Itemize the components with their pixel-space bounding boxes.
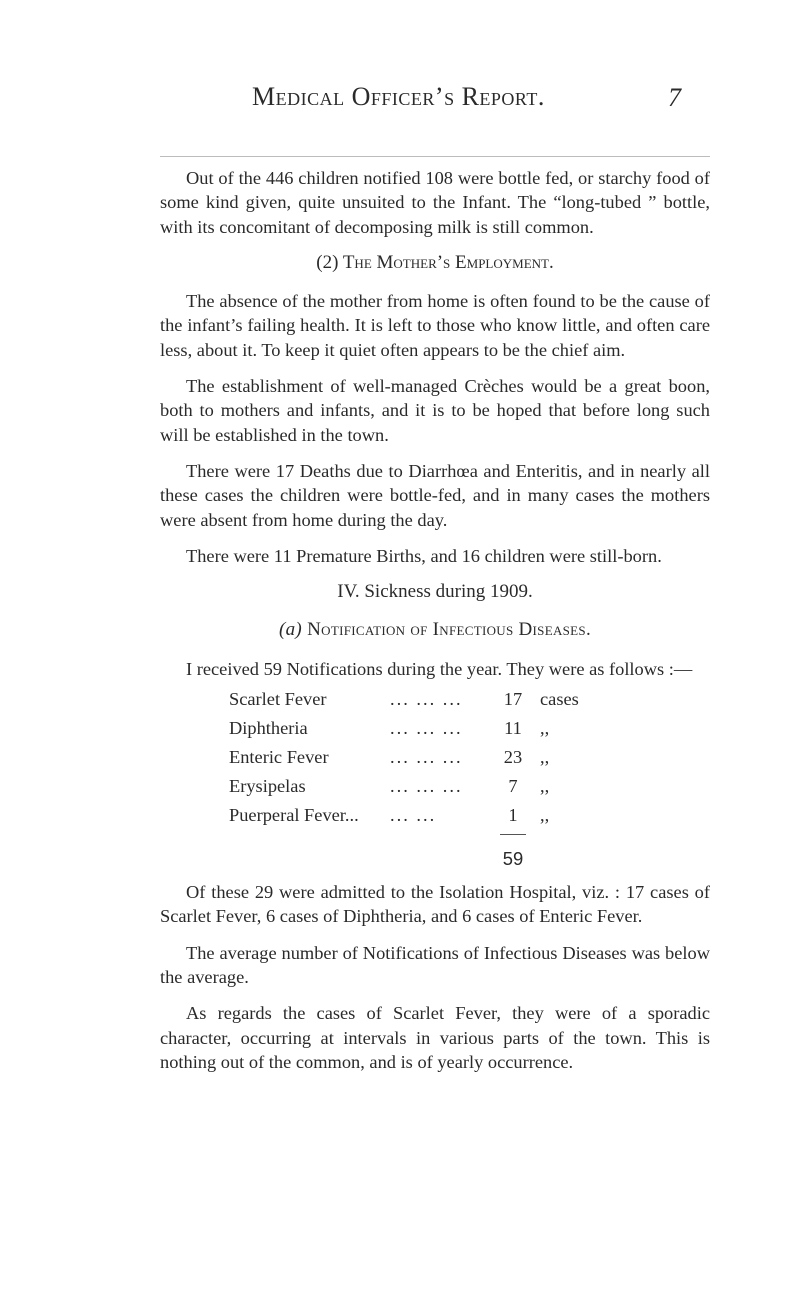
paragraph-bottle-fed: Out of the 446 children notified 108 were bottle fed, or starchy food of some kind given, quite unsuited to the Infant. The “long-tubed ” bottle, with its concomitant of decomposing milk is still common. <box>160 168 710 237</box>
section-heading-mothers-employment: (2) The Mother’s Employment. <box>316 251 554 273</box>
leader-dots: ... ... <box>390 805 437 826</box>
total-count: 59 <box>502 848 524 870</box>
page-header <box>0 82 800 118</box>
disease-name: Enteric Fever <box>229 747 329 768</box>
paragraph-creches: The establishment of well-managed Crèches would be a great boon, both to mothers and infants, and it is to be hoped that before long such will be established in the town. <box>160 376 710 445</box>
page-number: 7 <box>668 83 681 112</box>
running-title: Medical Officer’s Report. <box>252 82 545 111</box>
disease-name: Diphtheria <box>229 718 308 739</box>
section-heading-sickness: IV. Sickness during 1909. <box>337 581 533 603</box>
case-unit: ,, <box>540 718 550 739</box>
case-count: 17 <box>503 689 523 710</box>
table-row <box>160 801 710 830</box>
case-count: 1 <box>508 805 518 826</box>
leader-dots: ... ... ... <box>390 747 463 768</box>
leader-dots: ... ... ... <box>390 776 463 797</box>
paragraph-mother-absence: The absence of the mother from home is often found to be the cause of the infant’s failing health. It is left to those who know little, and often care less, about it. To keep it quiet often appears to be the chief aim. <box>160 291 710 360</box>
subsection-title: Notification of Infectious Diseases. <box>307 619 591 641</box>
disease-name: Scarlet Fever <box>229 689 327 710</box>
total-row <box>160 842 710 876</box>
notifications-table <box>160 685 710 876</box>
subsection-heading-notification <box>160 618 710 642</box>
case-count: 11 <box>504 718 522 739</box>
case-count: 23 <box>503 747 523 768</box>
case-unit: ,, <box>540 747 550 768</box>
total-rule <box>160 830 710 842</box>
table-row <box>160 743 710 772</box>
case-unit: cases <box>540 689 579 710</box>
case-unit: ,, <box>540 805 550 826</box>
case-unit: ,, <box>540 776 550 797</box>
paragraph-notifications-intro: I received 59 Notifications during the year. They were as follows :— <box>186 658 693 679</box>
table-row <box>160 685 710 714</box>
paragraph-scarlet-fever: As regards the cases of Scarlet Fever, they were of a sporadic character, occurring at intervals in various parts of the town. This is nothing out of the common, and is of yearly occurrence. <box>160 1003 710 1072</box>
disease-name: Erysipelas <box>229 776 306 797</box>
case-count: 7 <box>508 776 518 797</box>
paragraph-average: The average number of Notifications of Infectious Diseases was below the average. <box>160 942 710 987</box>
table-row <box>160 772 710 801</box>
table-row <box>160 714 710 743</box>
leader-dots: ... ... ... <box>390 718 463 739</box>
paragraph-isolation-hospital: Of these 29 were admitted to the Isolation Hospital, viz. : 17 cases of Scarlet Fever, 6 cases of Diphtheria, and 6 cases of Enteric Fever. <box>160 882 710 927</box>
report-body <box>160 166 710 1086</box>
header-rule <box>160 156 710 157</box>
disease-name: Puerperal Fever... <box>229 805 359 826</box>
paragraph-diarrhoea-deaths: There were 17 Deaths due to Diarrhœa and Enteritis, and in nearly all these cases the children were bottle-fed, and in many cases the mothers were absent from home during the day. <box>160 460 710 530</box>
subsection-label: (a) <box>279 619 303 641</box>
leader-dots: ... ... ... <box>390 689 463 710</box>
paragraph-premature-births: There were 11 Premature Births, and 16 children were still-born. <box>186 545 662 566</box>
